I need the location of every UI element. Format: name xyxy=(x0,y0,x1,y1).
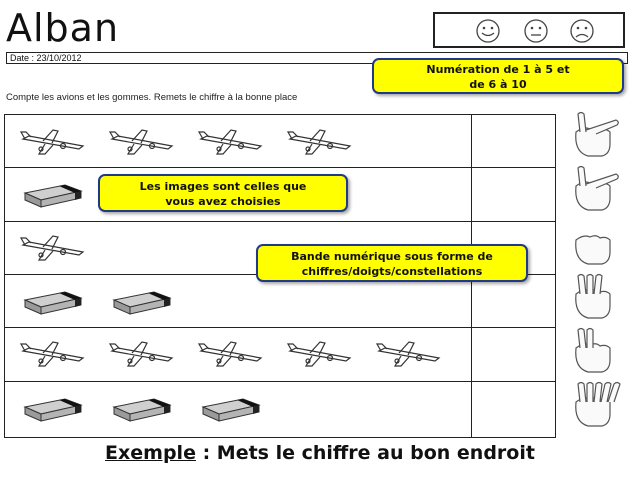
airplane-icon xyxy=(19,339,87,369)
callout-images: Les images sont celles que vous avez choisies xyxy=(98,174,348,212)
eraser-icon xyxy=(197,393,265,423)
hand-one-finger-icon xyxy=(566,110,622,160)
footer-text: : Mets le chiffre au bon endroit xyxy=(195,442,535,464)
airplane-icon xyxy=(108,339,176,369)
footer-example xyxy=(0,442,640,464)
hand-five-fingers-icon xyxy=(566,380,622,430)
callout-numeration: Numération de 1 à 5 et de 6 à 10 xyxy=(372,58,624,94)
smiley-happy-icon[interactable] xyxy=(475,18,501,44)
table-row xyxy=(5,381,471,434)
airplane-icon xyxy=(197,127,265,157)
eraser-icon xyxy=(19,393,87,423)
smiley-neutral-icon[interactable] xyxy=(523,18,549,44)
airplane-icon xyxy=(19,127,87,157)
smiley-sad-icon[interactable] xyxy=(569,18,595,44)
airplane-icon xyxy=(375,339,443,369)
hand-one-finger-icon xyxy=(566,164,622,214)
hand-fist-icon xyxy=(566,218,622,268)
eraser-icon xyxy=(19,286,87,316)
eraser-icon xyxy=(19,179,87,209)
instruction-text: Compte les avions et les gommes. Remets le chiffre à la bonne place xyxy=(6,92,298,103)
self-assessment-faces xyxy=(433,12,625,48)
eraser-icon xyxy=(108,393,176,423)
hand-two-fingers-icon xyxy=(566,326,622,376)
callout-bande-numerique: Bande numérique sous forme de chiffres/doigts/constellations xyxy=(256,244,528,282)
airplane-icon xyxy=(286,339,354,369)
eraser-icon xyxy=(108,286,176,316)
hand-three-fingers-icon xyxy=(566,272,622,322)
airplane-icon xyxy=(19,233,87,263)
table-row xyxy=(5,327,471,380)
student-name: Alban xyxy=(6,6,120,50)
date-field: Date : 23/10/2012 xyxy=(6,52,628,64)
table-row xyxy=(5,115,471,168)
airplane-icon xyxy=(108,127,176,157)
airplane-icon xyxy=(286,127,354,157)
airplane-icon xyxy=(197,339,265,369)
footer-label: Exemple xyxy=(105,442,196,464)
